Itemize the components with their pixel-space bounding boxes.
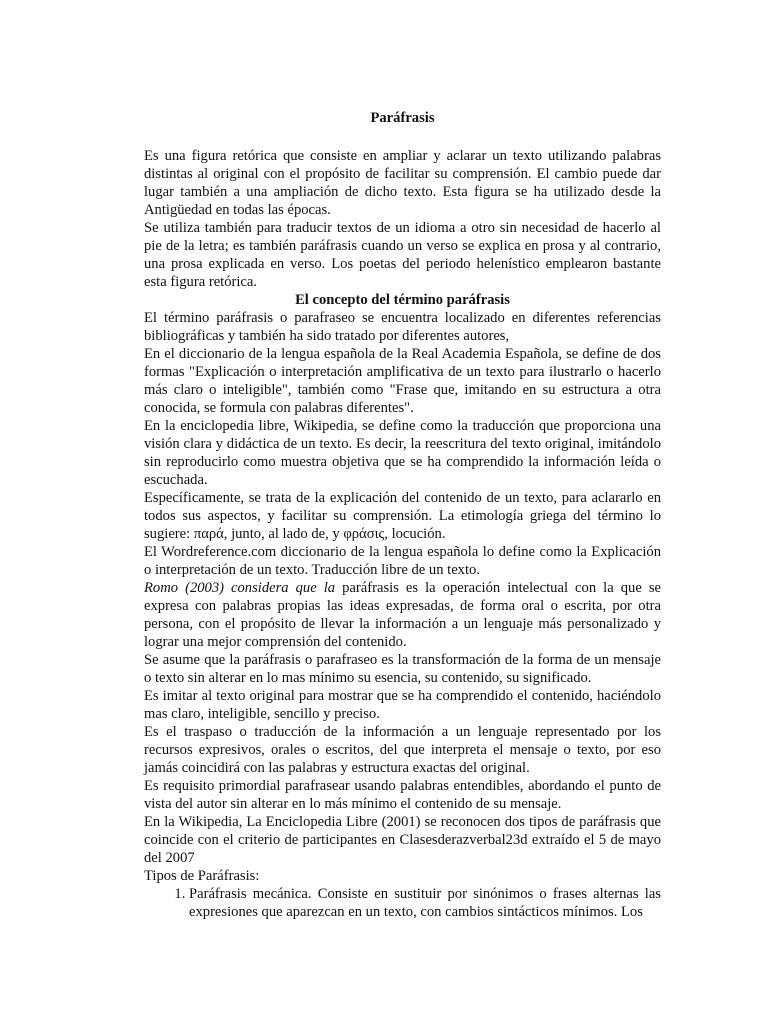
italic-citation: Romo (2003) considera que la: [144, 580, 336, 596]
document-body: [144, 109, 661, 921]
paragraph: En la Wikipedia, La Enciclopedia Libre (2001) se reconocen dos tipos de paráfrasis que coincide con el criterio de participantes en Clasesderazverbal23d extraído el 5 de mayo del 2007: [144, 814, 661, 866]
paragraph: Es una figura retórica que consiste en ampliar y aclarar un texto utilizando palabras distintas al original con el propósito de facilitar su comprensión. El cambio puede dar lugar también a una ampliación de dicho texto. Esta figura se ha utilizado desde la Antigüedad en todas las épocas.: [144, 148, 661, 218]
paragraph-text: paráfrasis es la operación intelectual con la que se expresa con palabras propias las ideas expresadas, de forma oral o escrita, por otra persona, con el propósito de llevar la información a un lenguaje más personalizado y lograr una mejor comprensión del contenido.: [144, 580, 661, 650]
list-item: 1. Paráfrasis mecánica. Consiste en sustituir por sinónimos o frases alternas las expresiones que aparezcan en un texto, con cambios sintácticos mínimos. Los: [189, 885, 661, 921]
paragraph: El término paráfrasis o parafraseo se encuentra localizado en diferentes referencias bibliográficas y también ha sido tratado por diferentes autores,: [144, 310, 661, 344]
paragraph: Es el traspaso o traducción de la información a un lenguaje representado por los recursos expresivos, orales o escritos, del que interpreta el mensaje o texto, por eso jamás coincidirá con las palabras y estructura exactas del original.: [144, 724, 661, 776]
section-heading: El concepto del término paráfrasis: [295, 292, 510, 308]
paragraph: Es imitar al texto original para mostrar que se ha comprendido el contenido, haciéndolo mas claro, inteligible, sencillo y preciso.: [144, 688, 661, 722]
paragraph: En la enciclopedia libre, Wikipedia, se define como la traducción que proporciona una visión clara y didáctica de un texto. Es decir, la reescritura del texto original, imitándolo sin reproducirlo como muestra objetiva que se ha comprendido la información leída o escuchada.: [144, 418, 661, 488]
paragraph: Se utiliza también para traducir textos de un idioma a otro sin necesidad de hacerlo al pie de la letra; es también paráfrasis cuando un verso se explica en prosa y al contrario, una prosa explicada en verso. Los poetas del periodo helenístico emplearon bastante esta figura retórica.: [144, 220, 661, 290]
paragraph: Es requisito primordial parafrasear usando palabras entendibles, abordando el punto de vista del autor sin alterar en lo más mínimo el contenido de su mensaje.: [144, 778, 661, 812]
list-heading: Tipos de Paráfrasis:: [144, 868, 260, 884]
paragraph-romo: [144, 579, 661, 651]
paragraph: Específicamente, se trata de la explicación del contenido de un texto, para aclararlo en todos sus aspectos, y facilitar su comprensión. La etimología griega del término lo sugiere: παρά, junto, al lado de, y φράσις, locución.: [144, 490, 661, 542]
document-title: Paráfrasis: [370, 110, 435, 126]
paragraph: El Wordreference.com diccionario de la lengua española lo define como la Explicación o interpretación de un texto. Traducción libre de un texto.: [144, 544, 661, 578]
paragraph: En el diccionario de la lengua española de la Real Academia Española, se define de dos formas "Explicación o interpretación amplificativa de un texto para ilustrarlo o hacerlo más claro o inteligible", también como "Frase que, imitando en su estructura a otra conocida, se formula con palabras diferentes".: [144, 346, 661, 416]
paragraph: Se asume que la paráfrasis o parafraseo es la transformación de la forma de un mensaje o texto sin alterar en lo mas mínimo su esencia, su contenido, su significado.: [144, 652, 661, 686]
types-list: [144, 885, 661, 921]
